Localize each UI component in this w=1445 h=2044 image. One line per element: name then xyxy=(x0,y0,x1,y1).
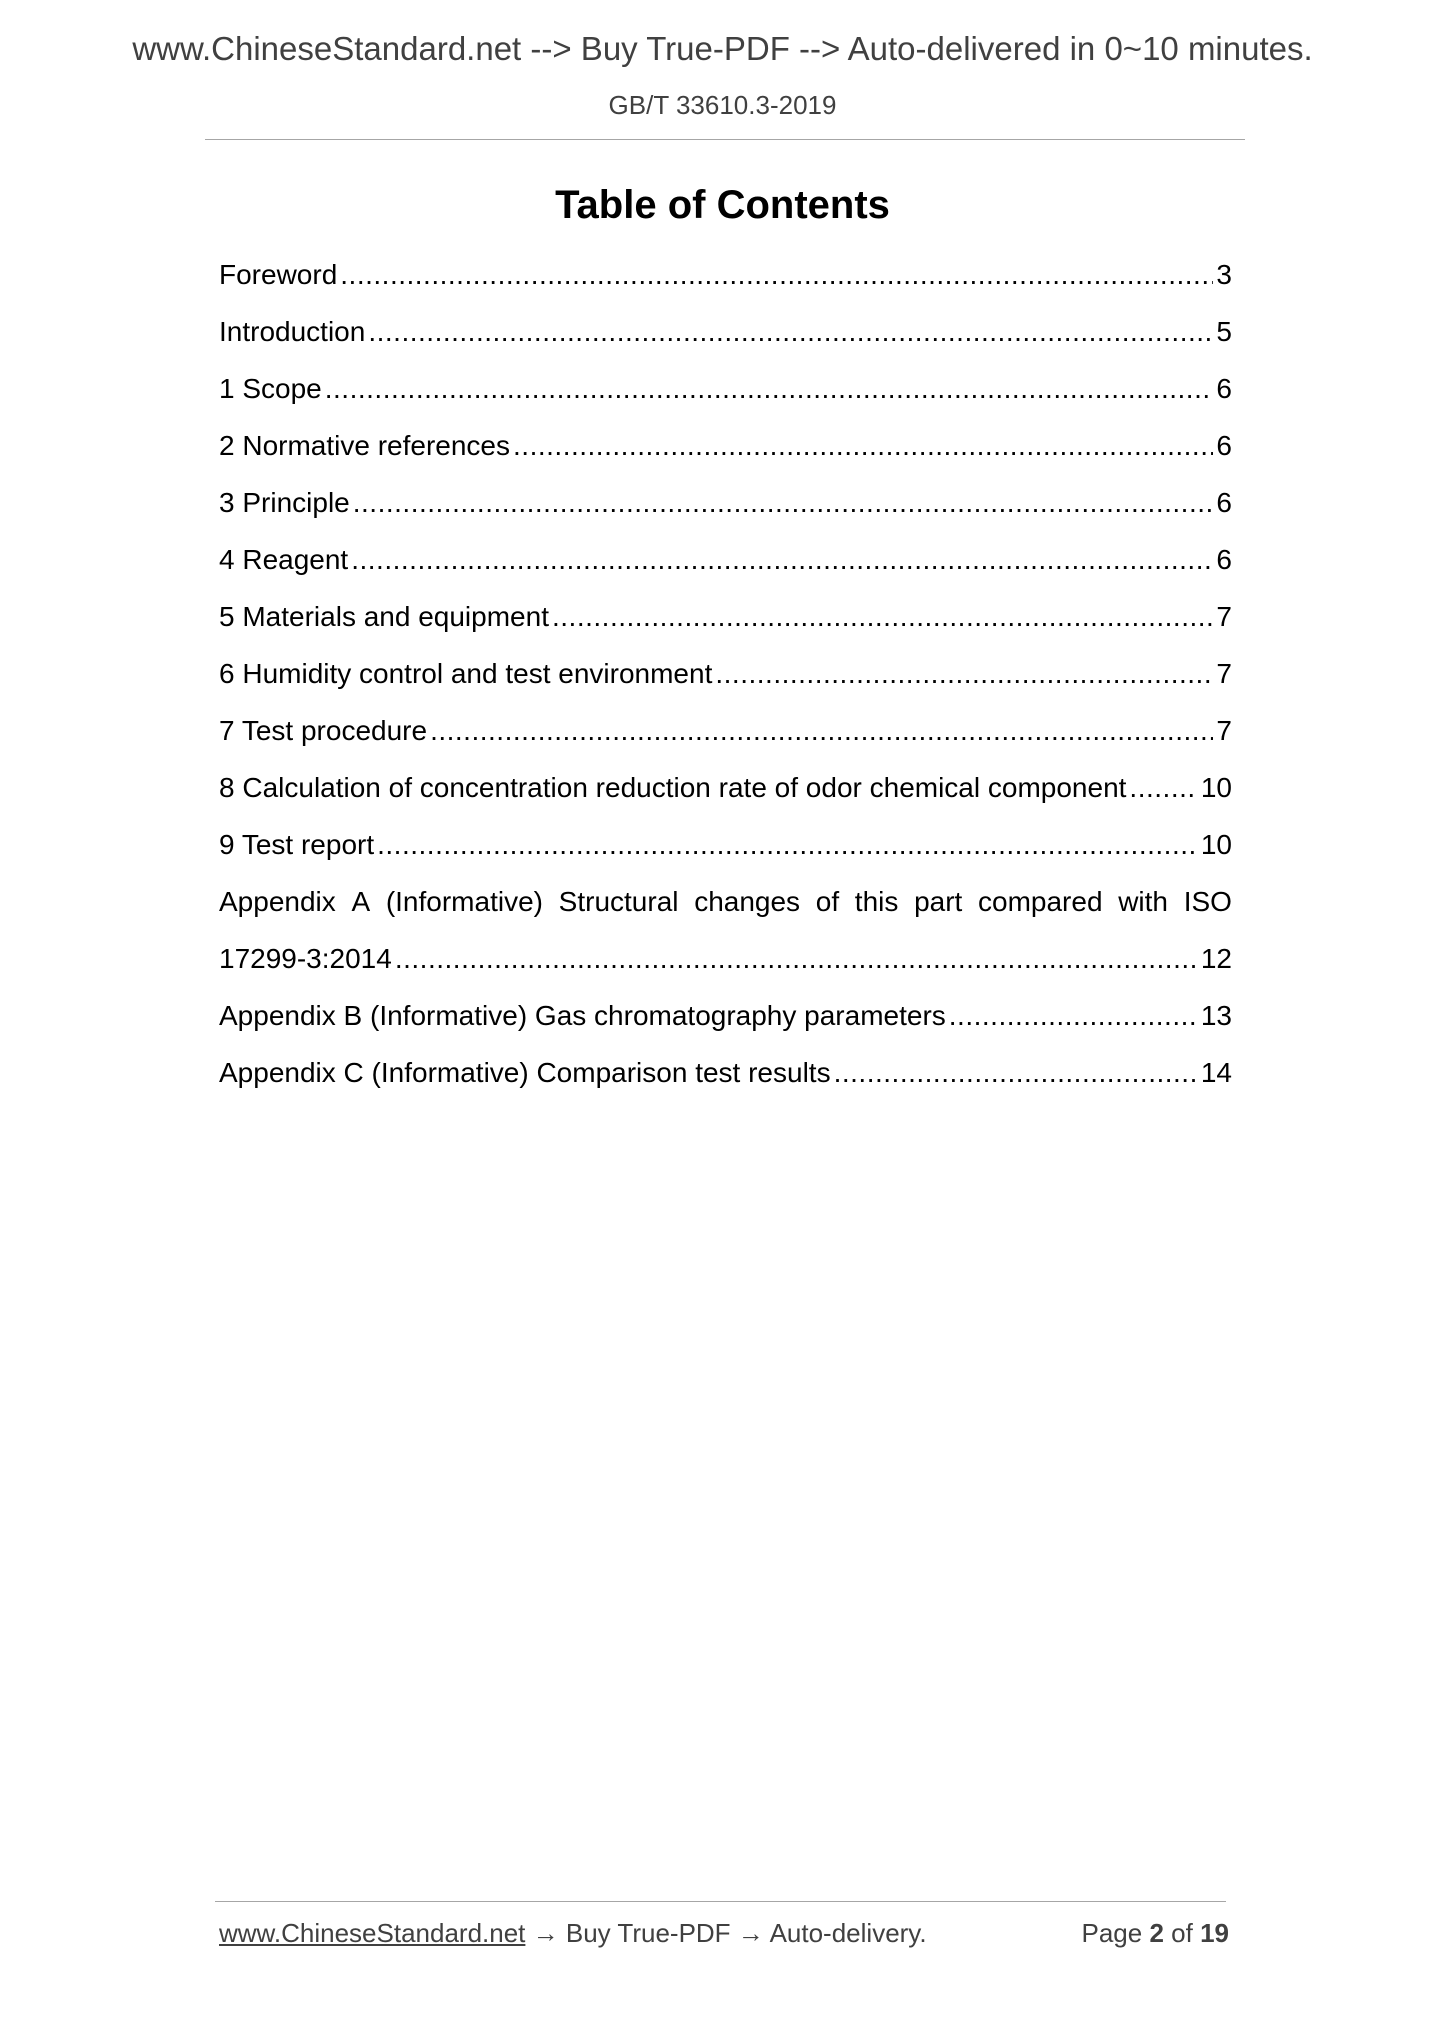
toc-entry-label: 9 Test report xyxy=(219,829,375,860)
toc-entry-page: 3 xyxy=(1216,259,1232,290)
toc-entry-label: 3 Principle xyxy=(219,487,350,518)
toc-title: Table of Contents xyxy=(555,183,890,227)
dot-leader xyxy=(340,255,1213,295)
toc-word: compared xyxy=(978,886,1103,917)
toc-entry-label: 1 Scope xyxy=(219,373,322,404)
dot-leader xyxy=(715,654,1213,694)
table-of-contents xyxy=(219,255,1232,1110)
toc-entry-page: 6 xyxy=(1216,430,1232,461)
dot-leader xyxy=(353,483,1214,523)
toc-word: Appendix xyxy=(219,886,336,917)
toc-entry-calculation[interactable] xyxy=(219,768,1232,825)
toc-entry-humidity-control[interactable] xyxy=(219,654,1232,711)
toc-entry-label: Appendix C (Informative) Comparison test results xyxy=(219,1057,831,1088)
toc-entry-label: Appendix B (Informative) Gas chromatography parameters xyxy=(219,1000,946,1031)
toc-entry-reagent[interactable] xyxy=(219,540,1232,597)
current-page-number: 2 xyxy=(1149,1918,1164,1948)
toc-entry-materials-and-equipment[interactable] xyxy=(219,597,1232,654)
toc-entry-label: Introduction xyxy=(219,316,366,347)
toc-entry-label: 4 Reagent xyxy=(219,544,349,575)
toc-entry-page: 7 xyxy=(1216,715,1232,746)
toc-entry-label: 17299-3:2014 xyxy=(219,943,392,974)
toc-entry-page: 7 xyxy=(1216,658,1232,689)
dot-leader xyxy=(351,540,1213,580)
toc-word: A xyxy=(351,886,371,917)
toc-entry-scope[interactable] xyxy=(219,369,1232,426)
total-pages-number: 19 xyxy=(1200,1918,1229,1948)
toc-word: with xyxy=(1118,886,1168,917)
toc-entry-appendix-a[interactable] xyxy=(219,882,1232,996)
footer-left xyxy=(219,1918,927,1949)
toc-entry-introduction[interactable] xyxy=(219,312,1232,369)
dot-leader xyxy=(552,597,1213,637)
dot-leader xyxy=(377,825,1198,865)
header-banner: www.ChineseStandard.net --> Buy True-PDF --> Auto-delivered in 0~10 minutes. xyxy=(132,30,1313,67)
toc-entry-label: 6 Humidity control and test environment xyxy=(219,658,713,689)
toc-entry-test-procedure[interactable] xyxy=(219,711,1232,768)
toc-entry-appendix-c[interactable] xyxy=(219,1053,1232,1110)
page-word: Page xyxy=(1081,1918,1143,1948)
toc-entry-label-line1 xyxy=(219,882,1232,939)
toc-entry-test-report[interactable] xyxy=(219,825,1232,882)
document-code: GB/T 33610.3-2019 xyxy=(608,90,837,120)
toc-entry-page: 6 xyxy=(1216,373,1232,404)
footer-divider xyxy=(215,1901,1226,1902)
toc-entry-page: 6 xyxy=(1216,487,1232,518)
toc-entry-label: Foreword xyxy=(219,259,338,290)
toc-entry-principle[interactable] xyxy=(219,483,1232,540)
toc-entry-label-line2 xyxy=(219,939,1232,996)
toc-word: (Informative) xyxy=(385,886,543,917)
toc-entry-page: 12 xyxy=(1200,943,1232,974)
header-divider xyxy=(205,139,1245,140)
dot-leader xyxy=(430,711,1213,751)
toc-entry-normative-references[interactable] xyxy=(219,426,1232,483)
dot-leader xyxy=(949,996,1198,1036)
dot-leader xyxy=(1129,768,1197,808)
footer-site-link[interactable]: www.ChineseStandard.net xyxy=(219,1918,526,1948)
toc-entry-page: 14 xyxy=(1200,1057,1232,1088)
toc-word: part xyxy=(914,886,963,917)
toc-word: of xyxy=(815,886,840,917)
dot-leader xyxy=(325,369,1214,409)
toc-entry-label: 8 Calculation of concentration reduction rate of odor chemical component xyxy=(219,772,1127,803)
toc-entry-page: 10 xyxy=(1200,829,1232,860)
toc-entry-label: 7 Test procedure xyxy=(219,715,428,746)
toc-word: ISO xyxy=(1183,886,1232,917)
dot-leader xyxy=(513,426,1213,466)
dot-leader xyxy=(368,312,1213,352)
dot-leader xyxy=(395,939,1198,979)
dot-leader xyxy=(834,1053,1198,1093)
toc-entry-label: 2 Normative references xyxy=(219,430,511,461)
toc-entry-foreword[interactable] xyxy=(219,255,1232,312)
page-indicator xyxy=(1081,1918,1229,1949)
toc-word: Structural xyxy=(558,886,679,917)
toc-word: changes xyxy=(694,886,801,917)
toc-entry-page: 10 xyxy=(1200,772,1232,803)
toc-word: this xyxy=(854,886,899,917)
toc-entry-appendix-b[interactable] xyxy=(219,996,1232,1053)
toc-entry-page: 7 xyxy=(1216,601,1232,632)
footer-tagline: → Buy True-PDF → Auto-delivery. xyxy=(525,1918,927,1948)
toc-entry-page: 13 xyxy=(1200,1000,1232,1031)
of-word: of xyxy=(1171,1918,1193,1948)
toc-entry-page: 6 xyxy=(1216,544,1232,575)
toc-entry-label: 5 Materials and equipment xyxy=(219,601,549,632)
toc-entry-page: 5 xyxy=(1216,316,1232,347)
